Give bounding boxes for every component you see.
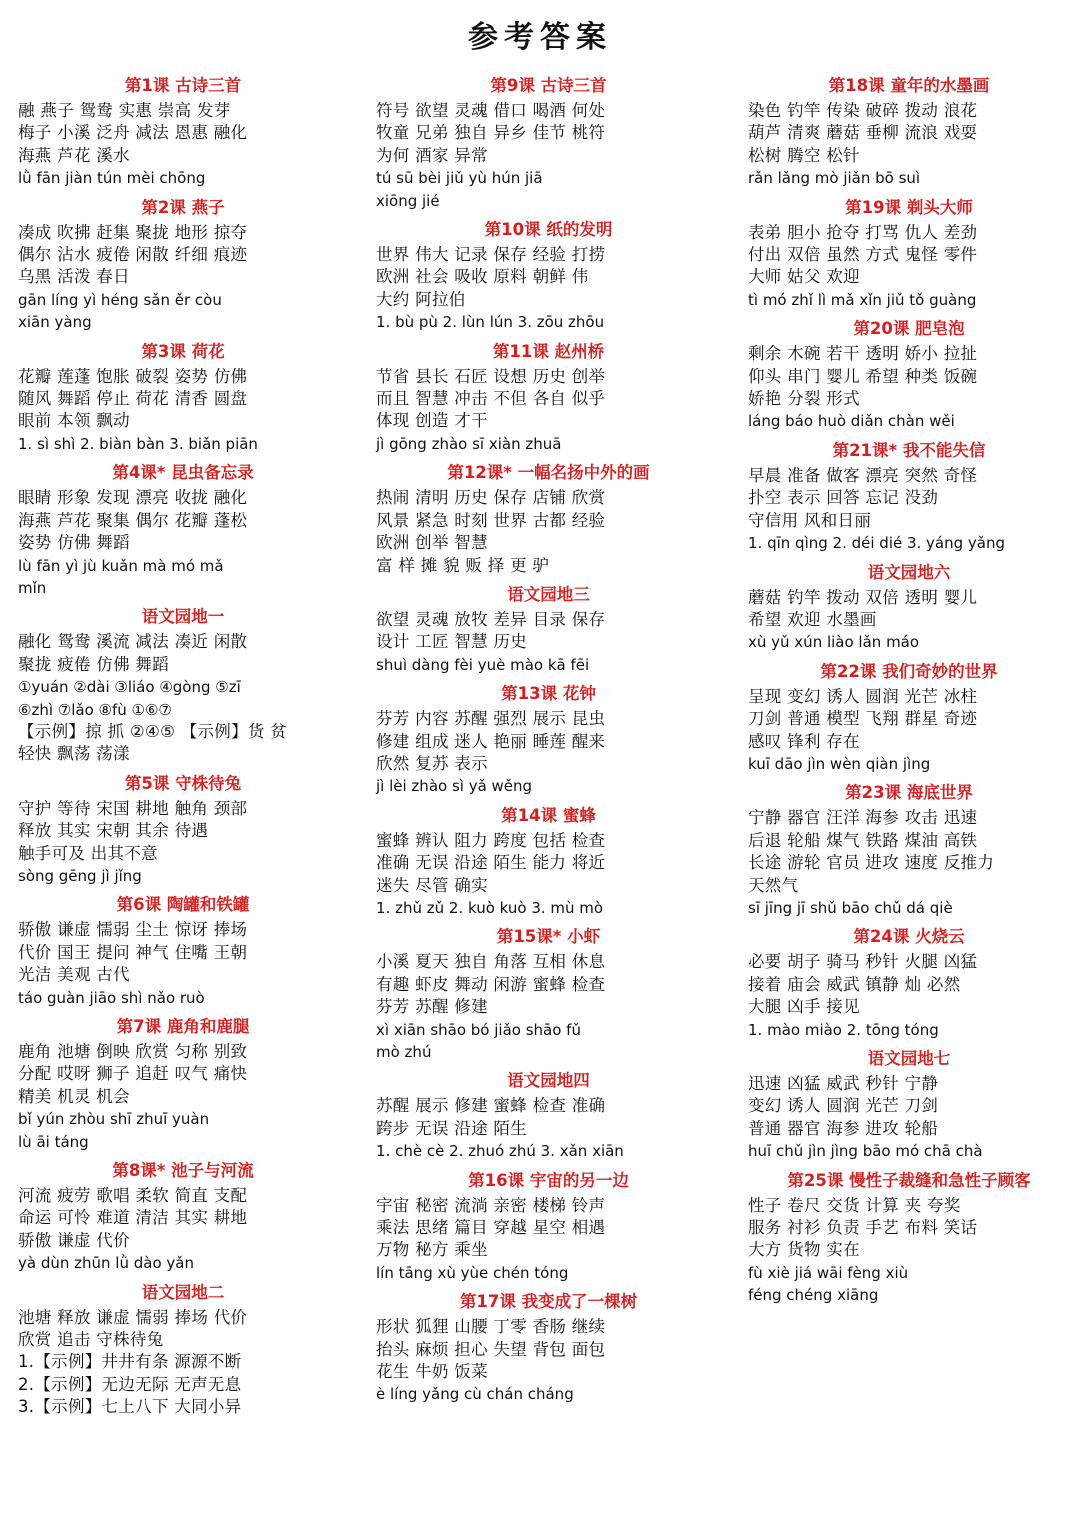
lesson-section (18, 72, 348, 190)
answer-line: 性子 卷尺 交货 计算 夹 夸奖 (748, 1195, 961, 1215)
answer-line: 富 样 摊 貌 贩 择 更 驴 (376, 555, 550, 575)
answer-line: 骄傲 谦虚 代价 (18, 1230, 130, 1250)
answer-line: 迅速 凶猛 威武 秒针 宁静 (748, 1074, 939, 1093)
pinyin-line: fù xiè jiá wāi fèng xiù (748, 1263, 909, 1282)
answer-line: 释放 其实 宋朝 其余 待遇 (18, 821, 209, 841)
pinyin-line: ⑥zhì ⑦lǎo ⑧fù ①⑥⑦ (18, 700, 172, 719)
lesson-heading: 第17课 我变成了一棵树 (459, 1292, 638, 1312)
answer-line: 融 燕子 鸳鸯 实惠 崇高 发芽 (18, 101, 231, 120)
answer-line: 呈现 变幻 诱人 圆润 光芒 冰柱 (748, 686, 978, 706)
page-title: 参考答案 (468, 20, 612, 55)
answer-line: 融化 鸳鸯 溪流 减法 凑近 闲散 (18, 632, 248, 652)
answer-line: 光洁 美观 古代 (18, 965, 130, 985)
lesson-section (18, 1157, 348, 1275)
answer-line: 染色 钓竿 传染 破碎 拨动 浪花 (748, 101, 978, 120)
answer-line: 宇宙 秘密 流淌 亲密 楼梯 铃声 (376, 1195, 606, 1215)
answer-line: 海燕 芦花 聚集 偶尔 花瓣 蓬松 (18, 510, 248, 530)
answer-line: 扑空 表示 回答 忘记 没劲 (748, 488, 939, 508)
answer-line: 大约 阿拉伯 (376, 289, 466, 309)
lesson-heading: 第14课 蜜蜂 (501, 805, 596, 825)
lesson-heading: 第16课 宇宙的另一边 (468, 1170, 629, 1190)
answer-line: 欣然 复苏 表示 (376, 753, 488, 773)
lesson-section (376, 923, 721, 1063)
answer-column-2 (376, 72, 721, 1410)
lesson-heading: 第2课 燕子 (141, 197, 225, 217)
answer-line: 欧洲 创举 智慧 (376, 533, 488, 553)
lesson-heading: 第1课 古诗三首 (124, 76, 242, 95)
answer-line: 宁静 器官 汪洋 海参 攻击 迅速 (748, 808, 978, 828)
lesson-section (18, 194, 348, 334)
lesson-heading: 语文园地三 (507, 584, 590, 604)
answer-line: 长途 游轮 官员 进攻 速度 反推力 (748, 853, 995, 873)
pinyin-line: ①yuán ②dài ③liáo ④gòng ⑤zī (18, 678, 241, 697)
answer-line: 体现 创造 才干 (376, 411, 488, 431)
lesson-heading: 语文园地二 (141, 1282, 225, 1302)
pinyin-line: kuī dāo jìn wèn qiàn jìng (748, 754, 931, 773)
answer-line: 热闹 清明 历史 保存 店铺 欣赏 (376, 488, 606, 508)
answer-line: 大腿 凶手 接见 (748, 997, 860, 1017)
answer-line: 欲望 灵魂 放牧 差异 目录 保存 (376, 609, 606, 629)
pinyin-line: è líng yǎng cù chán cháng (376, 1385, 574, 1404)
pinyin-line: mò zhú (376, 1043, 432, 1061)
lesson-section (18, 770, 348, 888)
answer-line: 剩余 木碗 若干 透明 娇小 拉扯 (748, 344, 978, 364)
answer-line: 精美 机灵 机会 (18, 1086, 130, 1106)
answer-line: 为何 酒家 异常 (376, 145, 488, 165)
lesson-section (748, 315, 1070, 433)
lesson-section (18, 603, 348, 765)
answer-line: 刀剑 普通 模型 飞翔 群星 奇迹 (748, 709, 978, 729)
pinyin-line: xiōng jié (376, 191, 440, 210)
answer-line: 守信用 风和日丽 (748, 510, 872, 530)
answer-line: 娇艳 分裂 形式 (748, 389, 860, 409)
answer-line: 【示例】掠 抓 ②④⑤ 【示例】货 贫 (18, 721, 288, 741)
pinyin-line: 1. zhǔ zǔ 2. kuò kuò 3. mù mò (376, 898, 604, 917)
lesson-heading: 第13课 花钟 (501, 684, 596, 704)
lesson-section (748, 923, 1070, 1041)
answer-line: 普通 器官 海参 进攻 轮船 (748, 1118, 939, 1138)
answer-line: 欧洲 社会 吸收 原料 朝鲜 伟 (376, 267, 589, 287)
answer-line: 大师 姑父 欢迎 (748, 267, 860, 287)
answer-line: 梅子 小溪 泛舟 减法 恩惠 融化 (18, 123, 248, 143)
pinyin-line: láng báo huò diǎn chàn wěi (748, 412, 955, 431)
answer-line: 鹿角 池塘 倒映 欣赏 匀称 别致 (18, 1042, 248, 1061)
answer-line: 守护 等待 宋国 耕地 触角 颈部 (18, 798, 248, 818)
answer-line: 风景 紧急 时刻 世界 古都 经验 (376, 510, 606, 530)
answer-line: 眼前 本领 飘动 (18, 411, 130, 431)
lesson-section (748, 72, 1070, 190)
answer-line: 节省 县长 石匠 设想 历史 创举 (376, 366, 606, 386)
answer-line: 芬芳 内容 苏醒 强烈 展示 昆虫 (376, 709, 606, 729)
lesson-section (18, 338, 348, 456)
lesson-section (18, 459, 348, 599)
lesson-heading: 第7课 鹿角和鹿腿 (116, 1017, 250, 1036)
answer-column-3 (748, 72, 1070, 1311)
answer-line: 迷失 尽管 确实 (376, 875, 488, 895)
lesson-heading: 第24课 火烧云 (853, 927, 965, 947)
answer-line: 小溪 夏天 独自 角落 互相 休息 (376, 952, 606, 972)
lesson-section (376, 1067, 721, 1162)
lesson-heading: 第22课 我们奇妙的世界 (820, 661, 998, 681)
lesson-heading: 第11课 赵州桥 (492, 341, 605, 361)
answer-line: 随风 舞蹈 停止 荷花 清香 圆盘 (18, 389, 248, 409)
pinyin-line: lù āi táng (18, 1132, 89, 1151)
answer-line: 修建 组成 迷人 艳丽 睡莲 醒来 (376, 731, 606, 751)
lesson-section (376, 72, 721, 212)
answer-line: 海燕 芦花 溪水 (18, 145, 130, 165)
answer-line: 姿势 仿佛 舞蹈 (18, 533, 130, 553)
answer-line: 欣赏 追击 守株待兔 (18, 1330, 164, 1350)
lesson-section (376, 216, 721, 334)
answer-line: 骄傲 谦虚 懦弱 尘土 惊讶 捧场 (18, 920, 248, 940)
answer-line: 葫芦 清爽 蘑菇 垂柳 流浪 戏耍 (748, 123, 978, 143)
lesson-heading: 第20课 肥皂泡 (853, 319, 965, 339)
answer-line: 乘法 思绪 篇目 穿越 星空 相遇 (376, 1218, 606, 1238)
lesson-heading: 第6课 陶罐和铁罐 (116, 895, 250, 915)
pinyin-line: táo guàn jiāo shì nǎo ruò (18, 988, 205, 1007)
pinyin-line: féng chéng xiāng (748, 1286, 879, 1305)
pinyin-line: jì gōng zhào sī xiàn zhuā (376, 434, 562, 453)
lesson-section (748, 1167, 1070, 1307)
pinyin-line: 1. bù pù 2. lùn lún 3. zōu zhōu (376, 313, 605, 332)
answer-line: 希望 欢迎 水墨画 (748, 609, 877, 629)
lesson-heading: 第12课* 一幅名扬中外的画 (447, 463, 650, 483)
answer-line: 符号 欲望 灵魂 借口 喝酒 何处 (376, 101, 606, 120)
pinyin-line: tì mó zhǐ lì mǎ xǐn jiǔ tǒ guàng (748, 290, 977, 309)
answer-line: 变幻 诱人 圆润 光芒 刀剑 (748, 1096, 939, 1116)
lesson-heading: 语文园地六 (867, 562, 951, 582)
answer-line: 乌黑 活泼 春日 (18, 267, 130, 287)
answer-line: 花生 牛奶 饭菜 (376, 1362, 488, 1382)
answer-line: 抬头 麻烦 担心 失望 背包 面包 (376, 1339, 606, 1359)
answer-line: 接着 庙会 威武 镇静 灿 必然 (748, 974, 961, 994)
pinyin-line: xì xiān shāo bó jiǎo shāo fǔ (376, 1020, 581, 1039)
lesson-heading: 第19课 剃头大师 (845, 197, 973, 217)
pinyin-line: shuì dàng fèi yuè mào kā fēi (376, 655, 590, 674)
pinyin-line: mǐn (18, 578, 47, 597)
answer-line: 牧童 兄弟 独自 异乡 佳节 桃符 (376, 123, 606, 143)
lesson-section (18, 1279, 348, 1419)
lesson-heading: 语文园地一 (141, 607, 225, 627)
answer-line: 形状 狐狸 山腰 丁零 香肠 继续 (376, 1317, 606, 1337)
answer-line: 蘑菇 钓竿 拨动 双倍 透明 婴儿 (748, 587, 978, 607)
answer-line: 凑成 吹拂 赶集 聚拢 地形 掠夺 (18, 222, 248, 242)
lesson-section (748, 559, 1070, 654)
pinyin-line: sī jīng jī shǔ bāo chǔ dá qiè (748, 898, 953, 917)
lesson-heading: 第10课 纸的发明 (484, 220, 613, 240)
answer-line: 大方 货物 实在 (748, 1240, 860, 1260)
lesson-heading: 第18课 童年的水墨画 (828, 76, 990, 95)
answer-line: 付出 双倍 虽然 方式 鬼怪 零件 (748, 245, 978, 265)
answer-line: 后退 轮船 煤气 铁路 煤油 高铁 (748, 830, 978, 850)
answer-line: 设计 工匠 智慧 历史 (376, 632, 528, 652)
lesson-section (18, 891, 348, 1009)
answer-line: 触手可及 出其不意 (18, 843, 158, 863)
answer-line: 分配 哎呀 狮子 追赶 叹气 痛快 (18, 1064, 248, 1084)
answer-line: 河流 疲劳 歌唱 柔软 简直 支配 (18, 1186, 248, 1206)
answer-line: 偶尔 沾水 疲倦 闲散 纤细 痕迹 (18, 245, 248, 265)
lesson-heading: 第4课* 昆虫备忘录 (112, 463, 254, 483)
pinyin-line: sòng gēng jì jǐng (18, 866, 142, 885)
answer-line: 万物 秘方 乘坐 (376, 1240, 488, 1260)
lesson-heading: 第25课 慢性子裁缝和急性子顾客 (787, 1170, 1031, 1190)
pinyin-line: lǜ fān jiàn tún mèi chōng (18, 169, 206, 188)
answer-line: 1.【示例】井井有条 源源不断 (18, 1352, 242, 1372)
pinyin-line: gān líng yì héng sǎn ěr còu (18, 290, 222, 309)
answer-line: 松树 腾空 松针 (748, 145, 860, 165)
answer-line: 表弟 胆小 抢夺 打骂 仇人 差劲 (748, 222, 978, 242)
answer-column-1 (18, 72, 348, 1423)
answer-line: 苏醒 展示 修建 蜜蜂 检查 准确 (376, 1096, 606, 1116)
lesson-section (376, 680, 721, 798)
lesson-section (376, 802, 721, 920)
pinyin-line: xiān yàng (18, 313, 92, 332)
pinyin-line: 1. sì shì 2. biàn bàn 3. biǎn piān (18, 434, 258, 453)
lesson-section (376, 1288, 721, 1406)
lesson-heading: 第9课 古诗三首 (490, 76, 607, 95)
answer-line: 蜜蜂 辨认 阻力 跨度 包括 检查 (376, 830, 606, 850)
answer-line: 而且 智慧 冲击 不但 各自 似乎 (376, 389, 606, 409)
lesson-section (376, 338, 721, 456)
answer-line: 轻快 飘荡 荡漾 (18, 744, 130, 764)
pinyin-line: bǐ yún zhòu shī zhuī yuàn (18, 1110, 210, 1129)
answer-line: 眼睛 形象 发现 漂亮 收拢 融化 (18, 488, 248, 508)
answer-line: 服务 衬衫 负责 手艺 布料 笑话 (748, 1218, 978, 1238)
lesson-section (748, 779, 1070, 919)
answer-line: 世界 伟大 记录 保存 经验 打捞 (376, 245, 606, 265)
lesson-heading: 语文园地七 (867, 1049, 951, 1068)
answer-line: 跨步 无误 沿途 陌生 (376, 1118, 528, 1138)
lesson-section (748, 194, 1070, 312)
pinyin-line: jì lèi zhào sì yǎ wěng (376, 777, 533, 796)
lesson-section (376, 1167, 721, 1285)
lesson-heading: 第5课 守株待兔 (124, 773, 242, 793)
pinyin-line: lù fān yì jù kuǎn mà mó mǎ (18, 556, 224, 575)
answer-line: 准确 无误 沿途 陌生 能力 将近 (376, 853, 606, 873)
lesson-heading: 第3课 荷花 (141, 341, 225, 361)
answer-line: 早晨 准备 做客 漂亮 突然 奇怪 (748, 465, 978, 485)
answer-line: 芬芳 苏醒 修建 (376, 997, 488, 1017)
pinyin-line: yà dùn zhūn lǜ dào yǎn (18, 1254, 194, 1273)
pinyin-line: xù yǔ xún liào lǎn máo (748, 633, 920, 652)
answer-line: 3.【示例】七上八下 大同小异 (18, 1397, 242, 1417)
lesson-heading: 第15课* 小虾 (496, 927, 601, 947)
lesson-heading: 第21课* 我不能失信 (832, 440, 986, 460)
answer-line: 天然气 (748, 875, 799, 895)
answer-line: 花瓣 莲蓬 饱胀 破裂 姿势 仿佛 (18, 366, 248, 386)
pinyin-line: lín tāng xù yùe chén tóng (376, 1263, 569, 1282)
lesson-heading: 语文园地四 (507, 1071, 590, 1091)
answer-line: 池塘 释放 谦虚 懦弱 捧场 代价 (18, 1307, 248, 1327)
answer-line: 感叹 锋利 存在 (748, 731, 860, 751)
pinyin-line: 1. chè cè 2. zhuó zhú 3. xǎn xiān (376, 1142, 624, 1161)
answer-line: 仰头 串门 婴儿 希望 种类 饭碗 (748, 366, 978, 386)
answer-line: 有趣 虾皮 舞动 闲游 蜜蜂 检查 (376, 974, 606, 994)
lesson-section (376, 581, 721, 676)
answer-line: 聚拢 疲倦 仿佛 舞蹈 (18, 654, 170, 674)
answer-line: 代价 国王 提问 神气 住嘴 王朝 (18, 942, 248, 962)
pinyin-line: 1. qīn qìng 2. déi dié 3. yáng yǎng (748, 534, 1006, 553)
pinyin-line: huī chǔ jìn jìng bāo mó chā chà (748, 1142, 983, 1161)
pinyin-line: rǎn lǎng mò jiǎn bō suì (748, 169, 921, 188)
pinyin-line: 1. mào miào 2. tōng tóng (748, 1020, 939, 1039)
lesson-section (748, 1045, 1070, 1163)
lesson-heading: 第8课* 池子与河流 (112, 1161, 254, 1181)
lesson-heading: 第23课 海底世界 (845, 783, 973, 803)
pinyin-line: tú sū bèi jiǔ yù hún jiā (376, 169, 543, 188)
lesson-section (376, 459, 721, 577)
lesson-section (748, 658, 1070, 776)
answer-line: 2.【示例】无边无际 无声无息 (18, 1374, 242, 1394)
answer-line: 命运 可怜 难道 清洁 其实 耕地 (18, 1208, 248, 1228)
lesson-section (748, 437, 1070, 555)
answer-line: 必要 胡子 骑马 秒针 火腿 凶猛 (748, 952, 978, 972)
lesson-section (18, 1013, 348, 1153)
